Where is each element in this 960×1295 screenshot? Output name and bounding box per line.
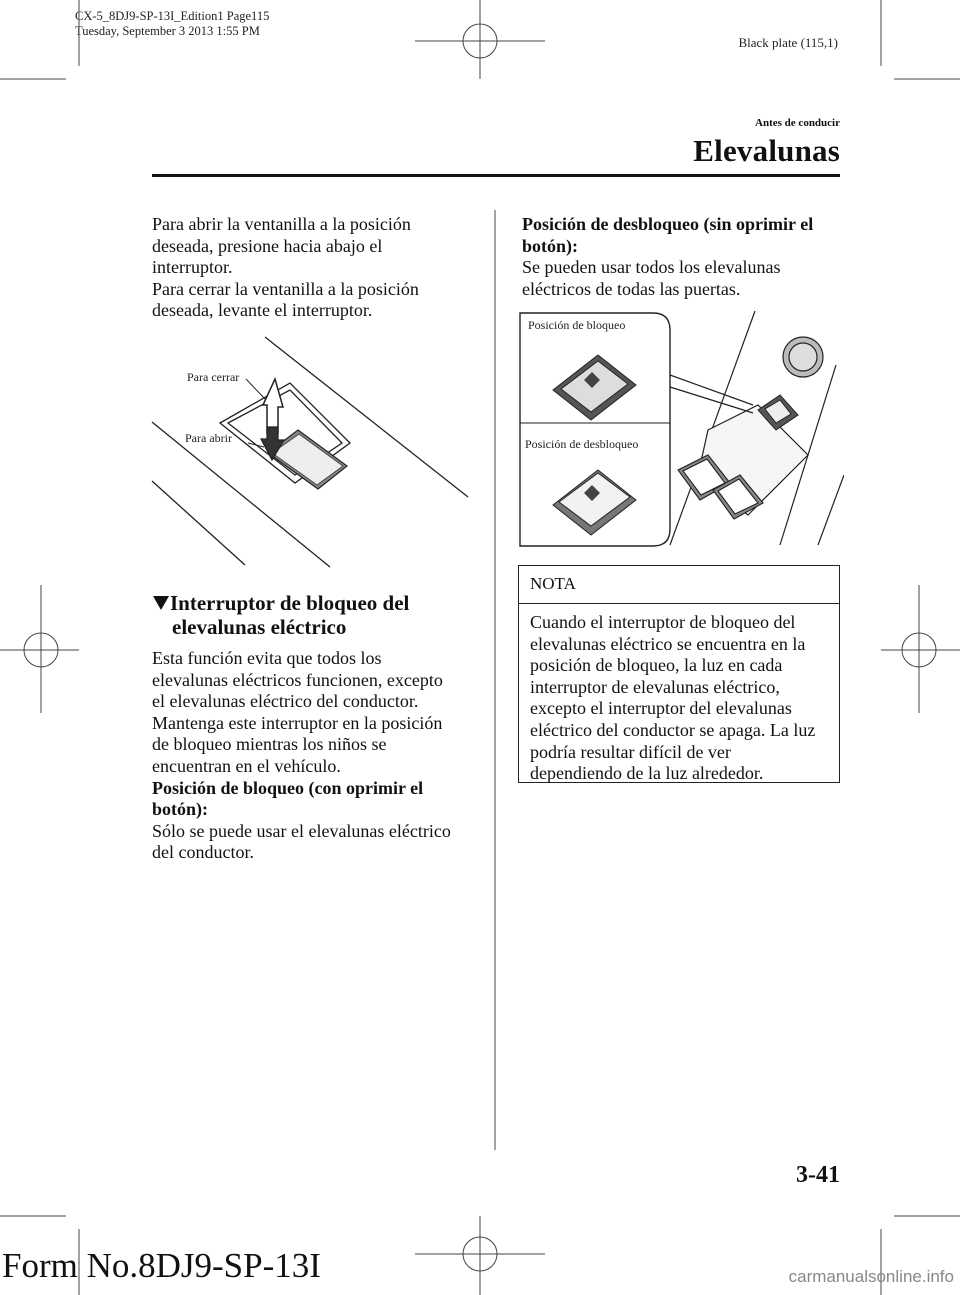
triangle-down-icon <box>152 595 170 611</box>
lock-title-line: botón): <box>152 799 209 820</box>
text-line: interruptor. <box>152 257 233 278</box>
body-paragraph <box>152 648 482 864</box>
open-label: Para abrir <box>185 431 232 445</box>
lock-title-line: Posición de bloqueo (con oprimir el <box>152 777 424 798</box>
note-line: Cuando el interruptor de bloqueo del <box>530 612 796 632</box>
slug-line-1: CX-5_8DJ9-SP-13I_Edition1 Page115 <box>75 9 270 23</box>
text-line: encuentran en el vehículo. <box>152 755 341 776</box>
heading-line-2: elevalunas eléctrico <box>172 615 347 639</box>
intro-paragraph <box>152 214 482 322</box>
text-line: Para abrir la ventanilla a la posición <box>152 214 411 234</box>
text-line: Se pueden usar todos los elevalunas <box>522 257 781 278</box>
header-rule <box>152 174 840 177</box>
text-line: elevalunas eléctricos funcionen, excepto <box>152 669 443 690</box>
text-line: Para cerrar la ventanilla a la posición <box>152 278 419 299</box>
note-line: interruptor de elevalunas eléctrico, <box>530 676 780 697</box>
unlock-position-label: Posición de desbloqueo <box>525 437 639 451</box>
text-line: Mantenga este interruptor en la posición <box>152 712 443 733</box>
note-title: NOTA <box>530 574 576 593</box>
note-body <box>519 604 839 785</box>
unlock-paragraph <box>522 214 842 300</box>
page-number: 3-41 <box>796 1162 840 1188</box>
close-label: Para cerrar <box>187 370 240 384</box>
text-line: deseada, presione hacia abajo el <box>152 235 383 256</box>
text-line: el elevalunas eléctrico del conductor. <box>152 691 419 712</box>
form-number: Form No.8DJ9-SP-13I <box>2 1246 321 1285</box>
unlock-title-line: botón): <box>522 235 579 256</box>
watermark: carmanualsonline.info <box>788 1267 954 1286</box>
note-line: posición de bloqueo, la luz en cada <box>530 655 783 676</box>
text-line: Sólo se puede usar el elevalunas eléctrico <box>152 820 451 841</box>
section-heading <box>152 591 482 639</box>
section-title: Antes de conducir <box>755 117 840 129</box>
note-line: elevalunas eléctrico se encuentra en la <box>530 633 806 654</box>
text-line: del conductor. <box>152 842 254 863</box>
lock-position-label: Posición de bloqueo <box>528 318 626 332</box>
unlock-title-line: Posición de desbloqueo (sin oprimir el <box>522 214 814 234</box>
lock-switch-figure <box>518 305 844 550</box>
text-line: de bloqueo mientras los niños se <box>152 734 387 755</box>
text-line: deseada, levante el interruptor. <box>152 300 373 321</box>
text-line: eléctricos de todas las puertas. <box>522 278 741 299</box>
note-line: excepto el interruptor del elevalunas <box>530 698 792 719</box>
note-box <box>518 565 840 783</box>
chapter-title: Elevalunas <box>693 133 840 168</box>
note-line: podría resultar difícil de ver <box>530 741 731 762</box>
note-line: dependiendo de la luz alrededor. <box>530 763 764 784</box>
heading-line-1: Interruptor de bloqueo del <box>170 591 410 615</box>
mirror-knob <box>783 337 823 377</box>
text-line: Esta función evita que todos los <box>152 648 382 668</box>
slug-line-2: Tuesday, September 3 2013 1:55 PM <box>75 24 260 38</box>
plate-label: Black plate (115,1) <box>738 35 838 50</box>
note-line: eléctrico del conductor se apaga. La luz <box>530 719 816 740</box>
